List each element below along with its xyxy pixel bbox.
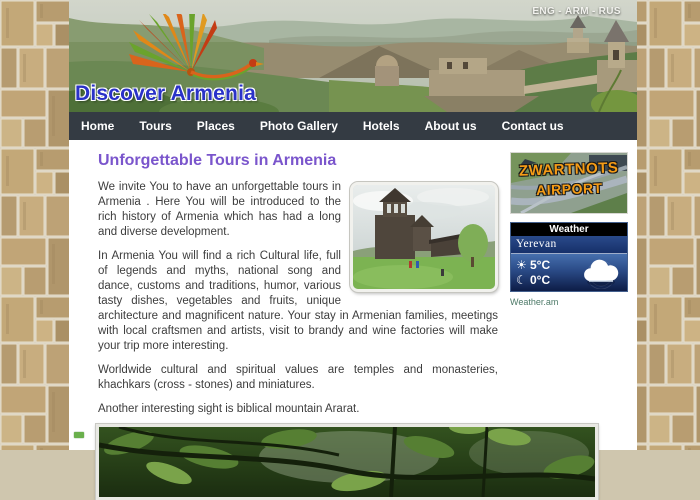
zvartnots-airport-banner[interactable] xyxy=(510,152,628,214)
day-temp-row xyxy=(516,258,574,273)
language-switcher xyxy=(532,6,621,17)
culture-paragraph: In Armenia You will find a rich Cultural life, full of legends and myths, national song and dance, customs and traditions, humor, various tasty dishes, vegetables and fruits, unique architecture and magnificent nature. Your stay in Armenian families, meetings with local craftsmen and artists, visit to brandy and wine factories will make your trip more interesting. xyxy=(98,250,498,352)
cloud-icon xyxy=(574,257,627,289)
main-navigation xyxy=(69,112,637,140)
logo-title[interactable]: Discover Armenia xyxy=(75,82,257,105)
intro-paragraph: We invite You to have an unforgettable tours in Armenia . Here You will be introduced to the rich history of Armenia which has had a long and diverse development. xyxy=(98,181,341,238)
values-paragraph: Worldwide cultural and spiritual values are temples and monasteries, khachkars (cross - stones) and miniatures. xyxy=(98,364,498,391)
night-temp-row xyxy=(516,273,574,288)
weather-title: Weather xyxy=(511,223,627,236)
bird-logo-icon xyxy=(73,14,283,84)
weather-temps xyxy=(511,258,574,288)
monastery-photo xyxy=(350,182,498,292)
nav-item-home[interactable]: Home xyxy=(81,119,115,133)
site-logo[interactable] xyxy=(73,14,283,110)
weather-city: Yerevan xyxy=(511,236,627,254)
banner-line2: AIRPORT xyxy=(535,180,603,199)
sidebar xyxy=(510,152,628,310)
lang-rus-link[interactable]: RUS xyxy=(598,6,621,17)
night-temp: 0°C xyxy=(530,272,551,287)
airport-banner-text xyxy=(510,158,627,201)
nav-item-hotels[interactable]: Hotels xyxy=(362,119,400,133)
mini-green-badge xyxy=(74,432,84,438)
nav-item-places[interactable]: Places xyxy=(196,119,235,133)
content-area xyxy=(69,140,637,450)
site-header xyxy=(69,0,637,112)
lang-separator: - xyxy=(558,6,562,17)
weather-am-link[interactable]: Weather.am xyxy=(510,297,559,307)
ararat-paragraph: Another interesting sight is biblical mountain Ararat. xyxy=(98,403,360,415)
day-temp: 5°C xyxy=(530,257,551,272)
weather-main-panel xyxy=(511,254,627,291)
page-title: Unforgettable Tours in Armenia xyxy=(98,152,337,169)
page-container xyxy=(69,0,637,450)
nav-item-contact-us[interactable]: Contact us xyxy=(501,119,564,133)
nav-item-tours[interactable]: Tours xyxy=(139,119,172,133)
lang-separator: - xyxy=(591,6,596,17)
forest-photo xyxy=(96,424,598,500)
moon-icon: ☾ xyxy=(516,272,527,287)
banner-line1: ZWARTNOTS xyxy=(518,159,619,180)
sun-icon: ☀ xyxy=(516,257,527,272)
forest-photo-image xyxy=(99,427,595,497)
lang-eng-link[interactable]: ENG xyxy=(532,6,556,17)
nav-item-about-us[interactable]: About us xyxy=(424,119,477,133)
weather-widget xyxy=(510,222,628,292)
nav-item-photo-gallery[interactable]: Photo Gallery xyxy=(259,119,338,133)
lang-arm-link[interactable]: ARM xyxy=(564,6,589,17)
monastery-photo-image xyxy=(353,185,495,289)
